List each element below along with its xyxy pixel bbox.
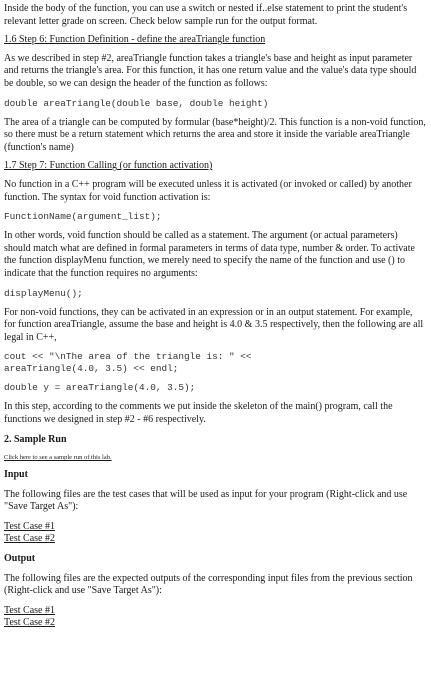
step6-paragraph-1: As we described in step #2, areaTriangle function takes a triangle's base and height as input parameter and returns the triangle's area. For this function, it has one return value and the value's data type should be double, so we can design the header of the function as follows: [4, 52, 417, 89]
step6-heading: 1.6 Step 6: Function Definition - define the areaTriangle function [4, 34, 266, 46]
step6-paragraph-2: The area of a triangle can be computed by formular (base*height)/2. This function is a non-void function, so there must be a return statement which returns the area and store it inside the variable areaTriangle (function's name) [4, 116, 426, 153]
step7-code-displaymenu: displayMenu(); [4, 287, 83, 299]
output-heading: Output [4, 553, 36, 565]
input-links [4, 521, 426, 546]
sample-run-link[interactable]: Click here to see a sample run of this lab. [4, 454, 112, 462]
output-test-case-1-link[interactable]: Test Case #1 [4, 604, 55, 616]
input-test-case-2-link[interactable]: Test Case #2 [4, 533, 55, 545]
step7-code-double: double y = areaTriangle(4.0, 3.5); [4, 382, 196, 394]
document-page [4, 3, 426, 630]
step7-paragraph-4: In this step, according to the comments we put inside the skeleton of the main() program, call the functions we designed in step #2 - #6 respectively. [4, 401, 393, 425]
output-paragraph: The following files are the expected outputs of the corresponding input files from the previous section (Right-click and use "Save Target As"): [4, 572, 413, 597]
input-test-case-1-link[interactable]: Test Case #1 [4, 520, 55, 532]
intro-paragraph: Inside the body of the function, you can use a switch or nested if..else statement to print the student's relevant letter grade on screen. Check below sample run for the output format. [4, 3, 408, 27]
step7-paragraph-1: No function in a C++ program will be executed unless it is activated (or invoked or called) by another function. The syntax for void function activation is: [4, 178, 412, 203]
step6-code-header: double areaTriangle(double base, double height) [4, 97, 269, 109]
step7-paragraph-3: For non-void functions, they can be activated in an expression or in an output statement. For example, for function areaTriangle, assume the base and height is 4.0 & 3.5 respectively, then the following are all legal in C++, [4, 306, 424, 343]
sample-run-heading: 2. Sample Run [4, 434, 67, 446]
output-test-case-2-link[interactable]: Test Case #2 [4, 617, 55, 629]
output-links [4, 605, 426, 630]
input-paragraph: The following files are the test cases that will be used as input for your program (Right-click and use "Save Target As"): [4, 488, 408, 513]
step7-code-cout: cout << "\nThe area of the triangle is: " << areaTriangle(4.0, 3.5) << endl; [4, 351, 252, 375]
step7-code-syntax: FunctionName(argument_list); [4, 211, 162, 223]
input-heading: Input [4, 469, 28, 481]
step7-heading: 1.7 Step 7: Function Calling (or function activation) [4, 160, 213, 172]
step7-paragraph-2: In other words, void function should be called as a statement. The argument (or actual parameters) should match what are defined in formal parameters in terms of data type, number & order. To activate the function displayMenu function, we merely need to specify the name of the function and use () to indicate that the function requires no arguments: [4, 230, 415, 279]
